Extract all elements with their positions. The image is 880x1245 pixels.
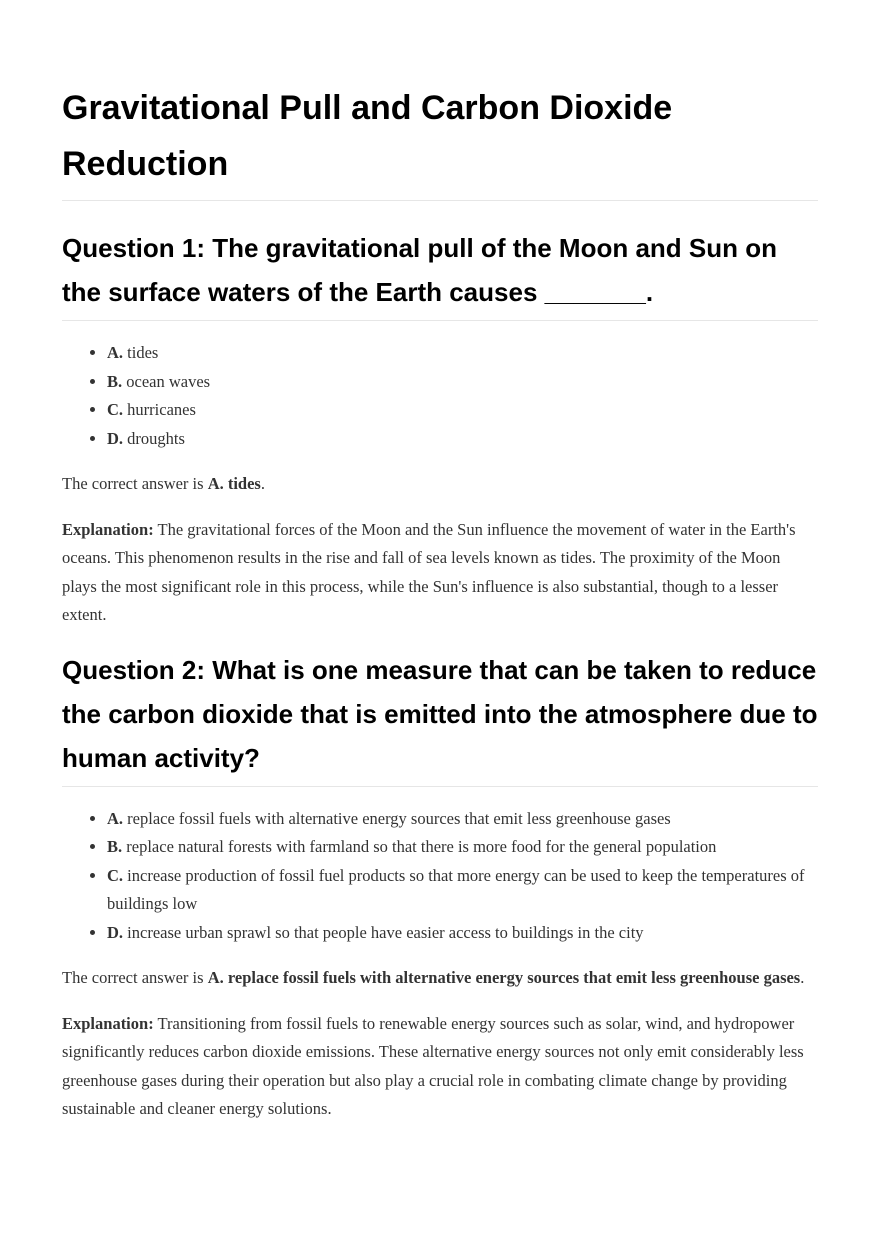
option-item	[107, 862, 818, 919]
explanation-label: Explanation:	[62, 1013, 154, 1033]
options-list	[62, 339, 818, 453]
option-letter: A.	[107, 343, 124, 362]
option-text: tides	[123, 343, 159, 362]
option-text: droughts	[123, 428, 185, 448]
option-text: replace fossil fuels with alternative energy sources that emit less greenhouse gases	[123, 808, 671, 828]
option-text: increase urban sprawl so that people have easier access to buildings in the city	[123, 922, 644, 942]
option-letter: B.	[107, 837, 123, 856]
option-letter: C.	[107, 400, 124, 419]
option-item	[107, 368, 818, 397]
answer-prefix: The correct answer is	[62, 474, 208, 493]
explanation-label: Explanation:	[62, 519, 154, 539]
option-text: increase production of fossil fuel products so that more energy can be used to keep the temperatures of buildings low	[107, 865, 805, 913]
option-item	[107, 396, 818, 425]
option-item	[107, 805, 818, 834]
option-letter: A.	[107, 808, 124, 828]
answer-value: A. replace fossil fuels with alternative energy sources that emit less greenhouse gases	[207, 968, 801, 987]
explanation	[62, 516, 818, 630]
option-item	[107, 833, 818, 862]
question-2	[62, 648, 818, 1124]
answer-suffix: .	[800, 968, 805, 987]
option-item	[107, 425, 818, 454]
explanation-text: Transitioning from fossil fuels to renewable energy sources such as solar, wind, and hydropower significantly reduces carbon dioxide emissions. These alternative energy sources not only emit considerably less greenhouse gases during their operation but also play a crucial role in combating climate change by providing sustainable and cleaner energy solutions.	[62, 1013, 804, 1118]
option-letter: B.	[107, 371, 123, 391]
answer-value: A. tides	[207, 474, 261, 493]
answer-prefix: The correct answer is	[62, 968, 208, 987]
option-letter: D.	[107, 922, 124, 942]
correct-answer	[62, 470, 818, 499]
option-text: replace natural forests with farmland so that there is more food for the general population	[122, 837, 717, 856]
option-letter: D.	[107, 428, 124, 448]
question-heading: Question 2: What is one measure that can be taken to reduce the carbon dioxide that is emitted into the atmosphere due to human activity?	[62, 648, 818, 787]
page-title: Gravitational Pull and Carbon Dioxide Reduction	[62, 80, 818, 201]
answer-suffix: .	[260, 474, 265, 493]
document	[62, 0, 818, 1124]
question-heading: Question 1: The gravitational pull of the Moon and Sun on the surface waters of the Earth causes _______.	[62, 226, 818, 321]
question-1	[62, 226, 818, 630]
option-letter: C.	[107, 865, 124, 885]
options-list	[62, 805, 818, 948]
explanation-text: The gravitational forces of the Moon and the Sun influence the movement of water in the Earth's oceans. This phenomenon results in the rise and fall of sea levels known as tides. The proximity of the Moon plays the most significant role in this process, while the Sun's influence is also substantial, though to a lesser extent.	[62, 519, 796, 624]
option-text: hurricanes	[123, 400, 196, 419]
option-text: ocean waves	[122, 371, 211, 391]
correct-answer	[62, 964, 818, 993]
option-item	[107, 339, 818, 368]
option-item	[107, 919, 818, 948]
explanation	[62, 1010, 818, 1124]
